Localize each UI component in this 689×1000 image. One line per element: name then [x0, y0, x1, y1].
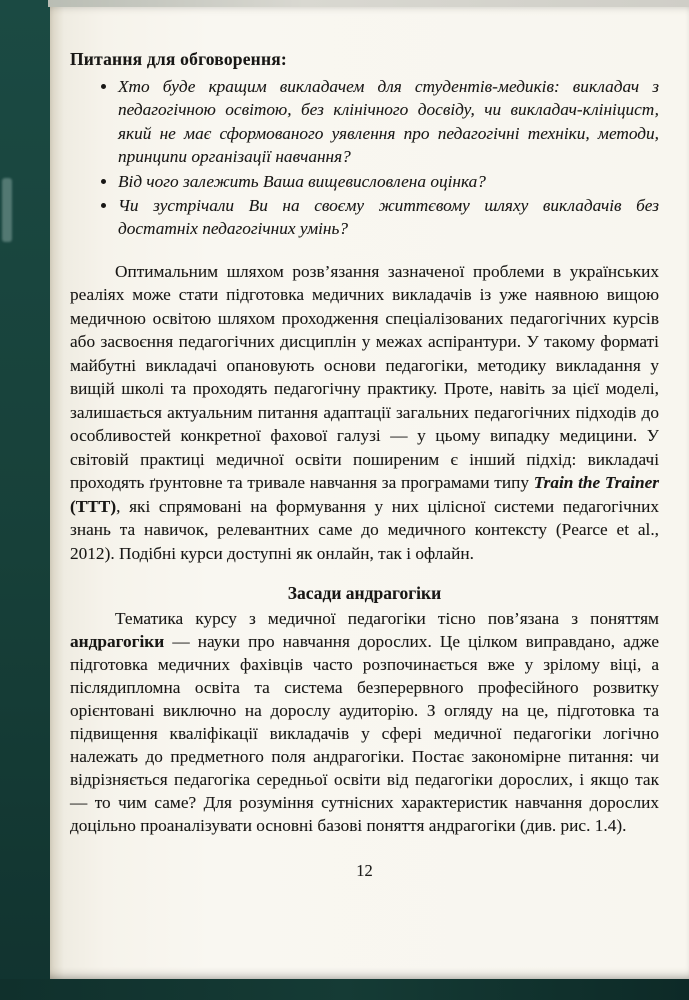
discussion-heading: Питання для обговорення:: [70, 49, 287, 69]
text-run: Train the Trainer: [533, 473, 659, 493]
discussion-item: • Від чого залежить Ваша вищевисловлена оцінка?: [118, 170, 659, 193]
text-run: Оптимальним шляхом розв’язання зазначеної проблеми в українських реаліях може стати підготовка медичних викладачів із уже наявною вищою медичною освітою шляхом проходження спеціалізованих педагогічних курсів або засвоєння педагогічних дисциплін у межах аспірантури. У такому форматі майбутні викладачі опановують основи педагогіки, методику викладання у вищій школі та проходять педагогічну практику. Проте, навіть за цієї моделі, залишається актуальним питання адаптації загальних педагогічних підходів до особливостей конкретної фахової галузі — у цьому випадку медицини. У світовій практиці медичної освіти поширеним є інший підхід: викладачі проходять ґрунтовне та тривале навчання за програмами типу: [70, 261, 659, 493]
text-run: Тематика курсу з медичної педагогіки тісно пов’язана з поняттям: [115, 609, 659, 629]
text-run: , які спрямовані на формування у них цілісної системи педагогічних знань та навичок, релевантних саме до медичного контексту (Pearce et al., 2012). Подібні курси доступні як онлайн, так і офлайн.: [70, 496, 659, 563]
page-stack-edge-top: [48, 0, 689, 7]
book-page: [50, 7, 689, 979]
text-run: андрагогіки: [70, 632, 165, 652]
discussion-item: • Чи зустрічали Ви на своєму життєвому шляху викладачів без достатніх педагогічних умінь?: [118, 194, 659, 241]
book-cover-edge-bottom: [0, 979, 689, 1000]
paragraph-optimal-path: [70, 260, 659, 566]
cover-label-mark: [2, 178, 12, 242]
book-cover-edge: [0, 0, 52, 1000]
text-run: — науки про навчання дорослих. Це цілком виправдано, адже підготовка медичних фахівців часто розпочинається вже у зрілому віці, а післядипломна освіта та система безперервного професійного розвитку орієнтовані виключно на дорослу аудиторію. З огляду на це, підготовка та підвищення кваліфікації викладачів у сфері медичної педагогіки логічно належать до предметного поля андрагогіки. Постає закономірне питання: чи відрізняється педагогіка середньої освіти від педагогіки дорослих, і якщо так — то чим саме? Для розуміння сутнісних характеристик навчання дорослих доцільно проаналізувати основні базові поняття андрагогіки (див. рис. 1.4).: [70, 632, 659, 836]
page-number: 12: [356, 861, 373, 881]
section-heading-andragogy: Засади андрагогіки: [287, 583, 442, 604]
paragraph-andragogy: [70, 607, 659, 837]
discussion-item: • Хто буде кращим викладачем для студентів-медиків: викладач з педагогічною освітою, без клінічного досвіду, чи викладач-клініцист, який не має сформованого уявлення про педагогічні техніки, методи, принципи організації навчання?: [118, 75, 659, 169]
text-run: (ТТТ): [70, 496, 117, 516]
discussion-list: [70, 75, 659, 241]
